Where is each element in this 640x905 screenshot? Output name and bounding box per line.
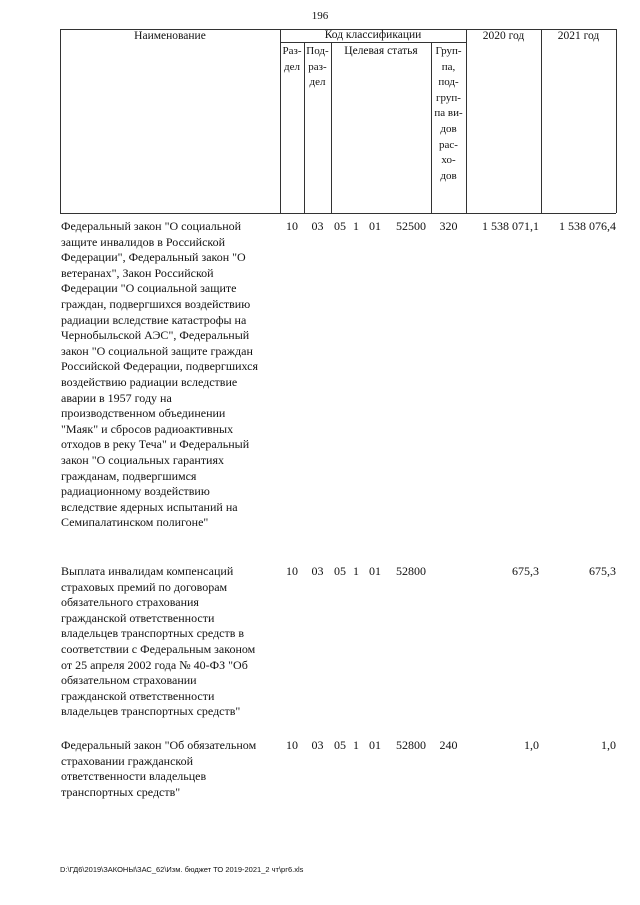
row-name-line: владельцев транспортных средств в [61, 626, 245, 641]
header-group-line: па, [441, 60, 456, 73]
row-name-line: гражданской ответственности [61, 610, 215, 625]
row-name-line: гражданам, подвергшимся [61, 468, 197, 483]
header-group-line: рас- [439, 138, 458, 151]
header-year-2020: 2020 год [482, 30, 525, 42]
row-name-line: Федерации "О социальной защите [61, 281, 237, 296]
row-name [61, 219, 273, 531]
row-2021: 675,3 [589, 564, 616, 578]
row-2020: 1 538 071,1 [482, 219, 539, 233]
header-year-2021: 2021 год [557, 30, 600, 42]
file-path-footer: D:\ГД6\2019\ЗАКОНЫ\ЗАС_62\Изм. бюджет ТО 2019-2021_2 чт\рг6.xls [60, 865, 304, 874]
row-subsection: 03 [311, 738, 324, 752]
row-group: 240 [439, 738, 458, 752]
row-name-line: закон "О социальной защите граждан [61, 343, 253, 358]
row-group: 320 [439, 219, 458, 233]
row-name-line: аварии в 1957 году на [61, 390, 172, 405]
header-subsection-line: раз- [308, 60, 327, 73]
row-name-line: защите инвалидов в Российской [61, 234, 226, 249]
header-group-line: хо- [441, 154, 456, 167]
row-name-line: страховых премий по договорам [61, 579, 228, 594]
row-2021: 1,0 [601, 738, 616, 752]
row-target-1: 05 [334, 219, 346, 233]
header-code-group: Код классификации [324, 29, 422, 41]
header-subsection-line: дел [309, 76, 326, 89]
row-section: 10 [286, 738, 298, 752]
header-group-line: дов [440, 169, 457, 182]
header-group-line: под- [438, 76, 459, 89]
row-name-line: Федеральный закон "О социальной [61, 219, 242, 233]
row-name-line: закон "О социальных гарантиях [61, 452, 225, 467]
row-name-line: владельцев транспортных средств" [61, 704, 241, 719]
row-name-line: вследствие ядерных испытаний на [61, 499, 238, 514]
header-subsection-line: Под- [306, 45, 329, 57]
row-name-line: Федеральный закон "Об обязательном [61, 738, 257, 752]
header-group [431, 44, 466, 184]
row-name-line: отходов в реку Теча" и Федеральный [61, 437, 250, 452]
header-group-line: па ви- [434, 107, 463, 120]
row-name-line: граждан, подвергшихся воздействию [61, 296, 251, 311]
row-target-2: 1 [353, 738, 359, 752]
row-2020: 675,3 [512, 564, 539, 578]
row-target-1: 05 [334, 738, 346, 752]
header-group-line: дов [440, 122, 457, 135]
row-name-line: ветеранах", Закон Российской [61, 265, 214, 280]
row-name-line: обязательном страховании [61, 673, 197, 688]
header-group-line: Груп- [435, 45, 462, 57]
row-name-line: от 25 апреля 2002 года № 40-ФЗ "Об [61, 657, 248, 672]
row-target-4: 52800 [396, 564, 426, 578]
header-section-line: дел [284, 60, 300, 73]
row-name-line: Чернобыльской АЭС", Федеральный [61, 328, 250, 343]
row-name-line: транспортных средств" [61, 784, 181, 799]
row-section: 10 [286, 219, 298, 233]
row-name-line: воздействию радиации вследствие [61, 374, 238, 389]
row-name-line: Федерации", Федеральный закон "О [61, 250, 246, 265]
header-section-line: Раз- [282, 45, 302, 57]
row-name [61, 564, 273, 720]
row-target-2: 1 [353, 219, 359, 233]
row-subsection: 03 [311, 219, 324, 233]
row-name-line: радиации вследствие катастрофы на [61, 312, 247, 327]
row-name-line: гражданской ответственности [61, 688, 215, 703]
row-name-line: Семипалатинском полигоне" [61, 515, 209, 530]
row-section: 10 [286, 564, 298, 578]
row-name-line: радиационному воздействию [61, 484, 210, 499]
header-section [280, 44, 304, 75]
header-group-line: груп- [436, 91, 461, 104]
row-name-line: соответствии с Федеральным законом [61, 641, 256, 656]
row-name-line: ответственности владельцев [61, 769, 207, 784]
row-name-line: страховании гражданской [61, 753, 194, 768]
row-name [61, 738, 273, 800]
row-target-3: 01 [369, 738, 381, 752]
header-subsection [304, 44, 331, 91]
header-name: Наименование [134, 30, 206, 42]
row-target-4: 52800 [396, 738, 426, 752]
row-subsection: 03 [311, 564, 324, 578]
row-2021: 1 538 076,4 [559, 219, 616, 233]
row-name-line: "Маяк" и сбросов радиоактивных [61, 421, 234, 436]
row-name-line: Российской Федерации, подвергшихся [61, 359, 258, 374]
row-2020: 1,0 [524, 738, 539, 752]
header-target-article: Целевая статья [344, 45, 418, 57]
row-name-line: обязательного страхования [61, 595, 199, 610]
row-target-3: 01 [369, 219, 381, 233]
row-target-4: 52500 [396, 219, 426, 233]
row-target-2: 1 [353, 564, 359, 578]
row-target-3: 01 [369, 564, 381, 578]
page-number: 196 [311, 10, 329, 22]
row-name-line: производственном объединении [61, 406, 226, 421]
row-name-line: Выплата инвалидам компенсаций [61, 564, 234, 578]
row-target-1: 05 [334, 564, 346, 578]
